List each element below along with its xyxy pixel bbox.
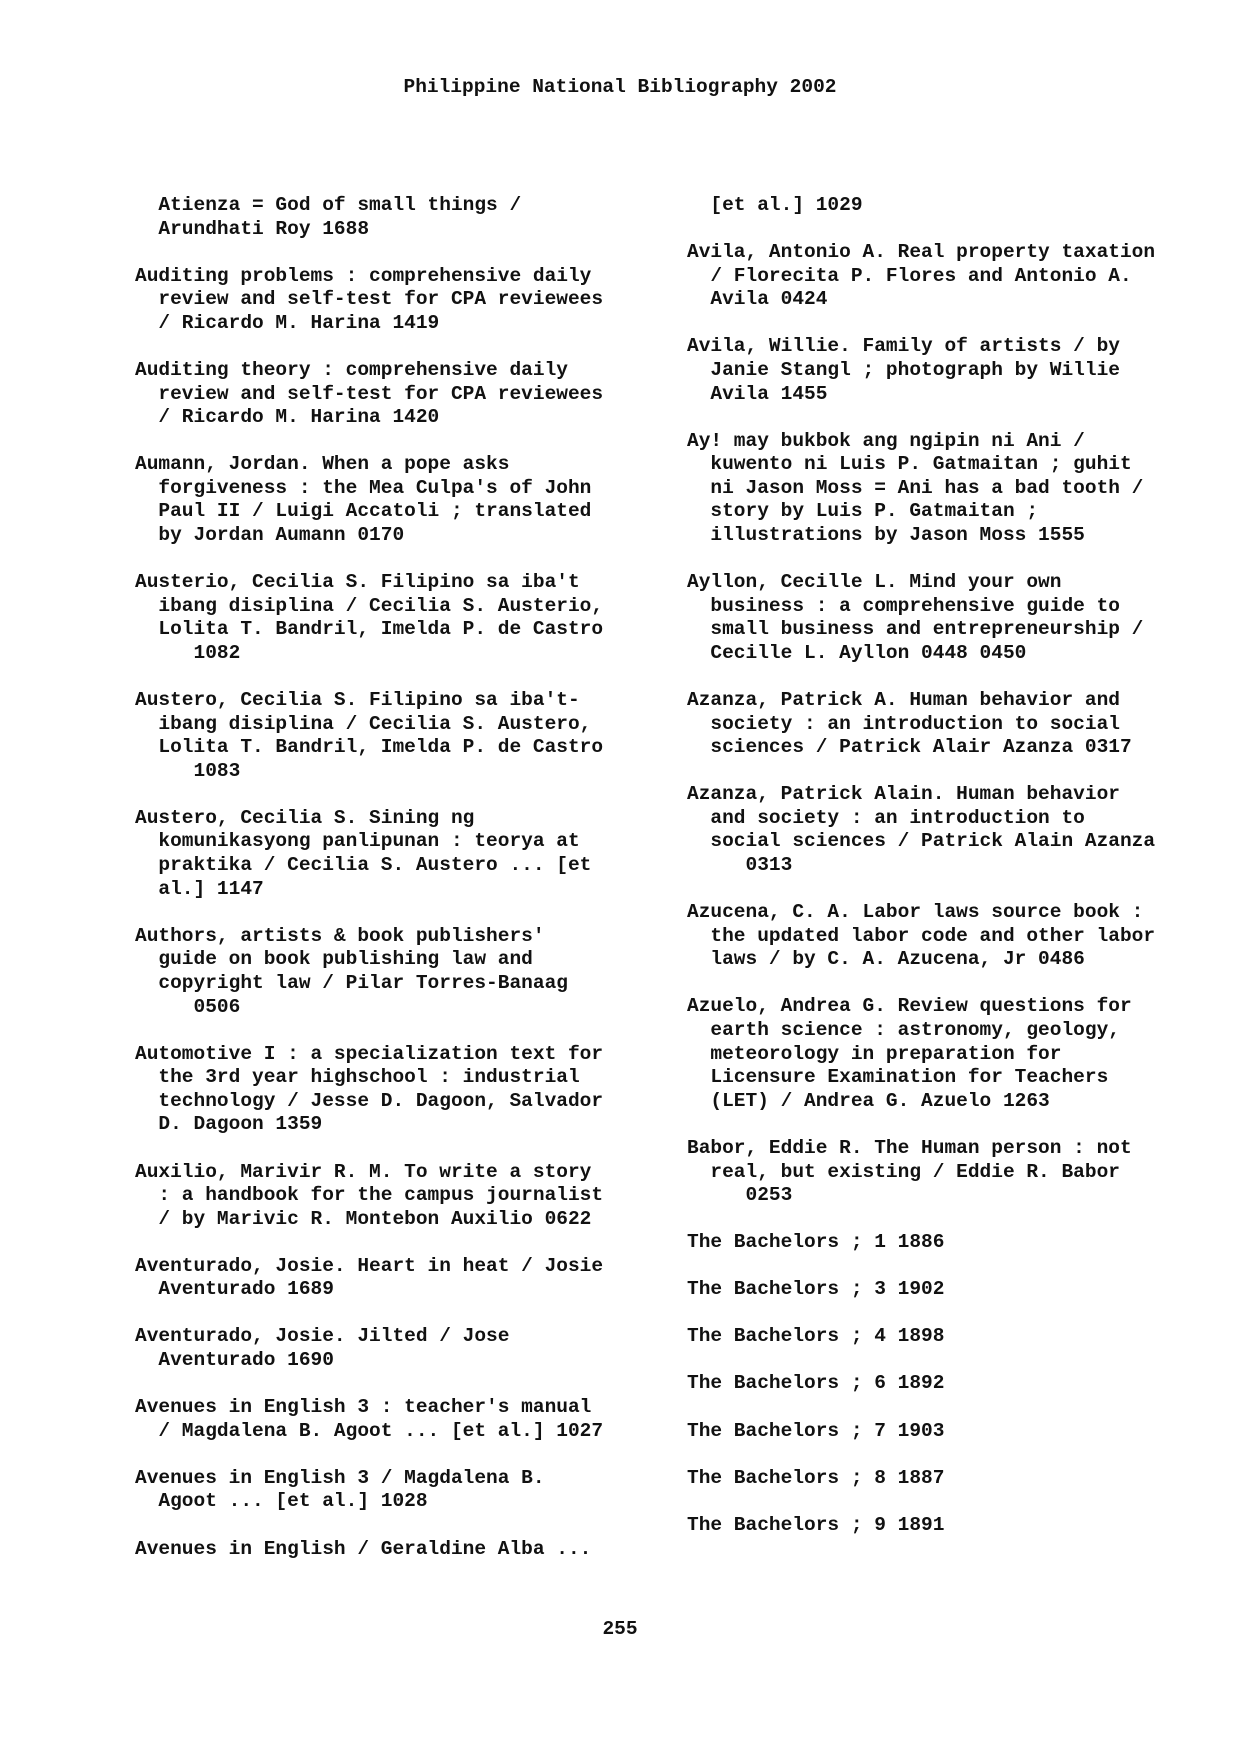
entry-line: review and self-test for CPA reviewees <box>135 288 604 311</box>
entry-line: / Florecita P. Flores and Antonio A. <box>687 264 1132 287</box>
bibliography-column-right <box>687 194 1207 1561</box>
entry-line: Auditing problems : comprehensive daily <box>135 264 592 287</box>
entry-line: illustrations by Jason Moss 1555 <box>687 524 1085 547</box>
bibliography-entry <box>135 1538 645 1562</box>
bibliography-entry <box>135 807 645 901</box>
entry-line: meteorology in preparation for <box>687 1042 1062 1065</box>
entry-line: forgiveness : the Mea Culpa's of John <box>135 476 592 499</box>
entry-line: technology / Jesse D. Dagoon, Salvador <box>135 1089 604 1112</box>
entry-line: society : an introduction to social <box>687 712 1120 735</box>
bibliography-entry <box>135 265 645 336</box>
bibliography-entry <box>687 783 1207 877</box>
entry-line: Aventurado 1690 <box>135 1349 334 1372</box>
entry-line: Aventurado 1689 <box>135 1278 334 1301</box>
bibliography-entry <box>687 1231 1207 1255</box>
entry-line: komunikasyong panlipunan : teorya at <box>135 830 580 853</box>
bibliography-entry <box>687 1372 1207 1396</box>
entry-line: Paul II / Luigi Accatoli ; translated <box>135 500 592 523</box>
bibliography-entry <box>135 1467 645 1514</box>
entry-line: review and self-test for CPA reviewees <box>135 382 604 405</box>
bibliography-entry <box>687 1467 1207 1491</box>
bibliography-entry <box>135 1043 645 1137</box>
entry-line: the updated labor code and other labor <box>687 924 1156 947</box>
bibliography-entry <box>687 1325 1207 1349</box>
entry-line: Automotive I : a specialization text for <box>135 1042 604 1065</box>
entry-line: Azanza, Patrick Alain. Human behavior <box>687 783 1120 806</box>
entry-line: Atienza = God of small things / <box>135 194 522 216</box>
entry-line: earth science : astronomy, geology, <box>687 1019 1120 1042</box>
entry-line: The Bachelors ; 3 1902 <box>687 1278 945 1301</box>
entry-line: guide on book publishing law and <box>135 948 533 971</box>
page-title: Philippine National Bibliography 2002 <box>403 76 837 98</box>
entry-line: Avila, Willie. Family of artists / by <box>687 335 1120 358</box>
entry-line: sciences / Patrick Alair Azanza 0317 <box>687 736 1132 759</box>
entry-line: The Bachelors ; 8 1887 <box>687 1466 945 1489</box>
entry-line: Austerio, Cecilia S. Filipino sa iba't <box>135 571 580 594</box>
entry-line: Azuelo, Andrea G. Review questions for <box>687 995 1132 1018</box>
entry-line: Aumann, Jordan. When a pope asks <box>135 453 510 476</box>
entry-line: Austero, Cecilia S. Sining ng <box>135 806 475 829</box>
entry-line: Lolita T. Bandril, Imelda P. de Castro <box>135 736 604 759</box>
bibliography-entry <box>687 689 1207 760</box>
bibliography-entry <box>135 1255 645 1302</box>
entry-line: (LET) / Andrea G. Azuelo 1263 <box>687 1089 1050 1112</box>
entry-line: Auditing theory : comprehensive daily <box>135 358 568 381</box>
entry-line: Licensure Examination for Teachers <box>687 1066 1109 1089</box>
entry-line: The Bachelors ; 6 1892 <box>687 1372 945 1395</box>
bibliography-entry <box>135 194 645 241</box>
entry-line: social sciences / Patrick Alain Azanza <box>687 830 1156 853</box>
entry-line: D. Dagoon 1359 <box>135 1113 323 1136</box>
entry-line: 0506 <box>135 995 241 1018</box>
entry-line: laws / by C. A. Azucena, Jr 0486 <box>687 948 1085 971</box>
entry-line: Agoot ... [et al.] 1028 <box>135 1490 428 1513</box>
entry-line: Azucena, C. A. Labor laws source book : <box>687 901 1144 924</box>
bibliography-entry <box>687 1278 1207 1302</box>
entry-line: Arundhati Roy 1688 <box>135 217 370 240</box>
entry-line: Ayllon, Cecille L. Mind your own <box>687 571 1062 594</box>
entry-line: Avenues in English / Geraldine Alba ... <box>135 1537 592 1560</box>
bibliography-entry <box>135 1396 645 1443</box>
entry-line: story by Luis P. Gatmaitan ; <box>687 500 1039 523</box>
entry-line: Austero, Cecilia S. Filipino sa iba't- <box>135 689 580 711</box>
bibliography-entry <box>687 1137 1207 1208</box>
bibliography-entry <box>687 241 1207 312</box>
bibliography-entry <box>135 689 645 783</box>
entry-line: ni Jason Moss = Ani has a bad tooth / <box>687 476 1144 499</box>
bibliography-entry <box>687 335 1207 406</box>
entry-line: Avenues in English 3 / Magdalena B. <box>135 1466 545 1489</box>
entry-line: Avenues in English 3 : teacher's manual <box>135 1396 592 1419</box>
entry-line: ibang disiplina / Cecilia S. Austero, <box>135 712 592 735</box>
entry-line: 0313 <box>687 854 793 877</box>
bibliography-entry <box>687 995 1207 1113</box>
entry-line: Cecille L. Ayllon 0448 0450 <box>687 641 1027 664</box>
bibliography-entry <box>135 571 645 665</box>
bibliography-entry <box>687 1420 1207 1444</box>
entry-line: the 3rd year highschool : industrial <box>135 1066 580 1089</box>
entry-line: The Bachelors ; 4 1898 <box>687 1325 945 1348</box>
bibliography-entry <box>135 453 645 547</box>
entry-line: The Bachelors ; 9 1891 <box>687 1513 945 1536</box>
entry-line: by Jordan Aumann 0170 <box>135 524 405 547</box>
bibliography-entry <box>135 1325 645 1372</box>
bibliography-entry <box>135 925 645 1019</box>
entry-line: / Ricardo M. Harina 1420 <box>135 406 440 429</box>
entry-line: Babor, Eddie R. The Human person : not <box>687 1136 1132 1159</box>
entry-line: [et al.] 1029 <box>687 194 863 216</box>
bibliography-entry <box>135 359 645 430</box>
entry-line: real, but existing / Eddie R. Babor <box>687 1160 1120 1183</box>
entry-line: 1083 <box>135 759 241 782</box>
page-number: 255 <box>602 1618 638 1640</box>
entry-line: The Bachelors ; 1 1886 <box>687 1231 945 1254</box>
bibliography-entry <box>687 430 1207 548</box>
entry-line: Azanza, Patrick A. Human behavior and <box>687 689 1120 711</box>
entry-line: Ay! may bukbok ang ngipin ni Ani / <box>687 429 1085 452</box>
bibliography-entry <box>687 194 1207 218</box>
entry-line: al.] 1147 <box>135 877 264 900</box>
bibliography-entry <box>687 1514 1207 1538</box>
bibliography-column-left <box>135 194 645 1585</box>
entry-line: kuwento ni Luis P. Gatmaitan ; guhit <box>687 453 1132 476</box>
entry-line: 0253 <box>687 1184 793 1207</box>
bibliography-entry <box>687 571 1207 665</box>
entry-line: Avila 1455 <box>687 382 828 405</box>
bibliography-entry <box>135 1161 645 1232</box>
entry-line: and society : an introduction to <box>687 806 1085 829</box>
entry-line: business : a comprehensive guide to <box>687 594 1120 617</box>
entry-line: Avila 0424 <box>687 288 828 311</box>
entry-line: Aventurado, Josie. Jilted / Jose <box>135 1325 510 1348</box>
entry-line: Auxilio, Marivir R. M. To write a story <box>135 1160 592 1183</box>
entry-line: : a handbook for the campus journalist <box>135 1184 604 1207</box>
entry-line: Avila, Antonio A. Real property taxation <box>687 241 1156 264</box>
entry-line: copyright law / Pilar Torres-Banaag <box>135 971 568 994</box>
entry-line: / Ricardo M. Harina 1419 <box>135 311 440 334</box>
entry-line: / by Marivic R. Montebon Auxilio 0622 <box>135 1207 592 1230</box>
entry-line: praktika / Cecilia S. Austero ... [et <box>135 854 592 877</box>
entry-line: ibang disiplina / Cecilia S. Austerio, <box>135 594 604 617</box>
entry-line: Authors, artists & book publishers' <box>135 924 545 947</box>
entry-line: small business and entrepreneurship / <box>687 618 1144 641</box>
entry-line: / Magdalena B. Agoot ... [et al.] 1027 <box>135 1419 604 1442</box>
entry-line: 1082 <box>135 641 241 664</box>
entry-line: Aventurado, Josie. Heart in heat / Josie <box>135 1254 604 1277</box>
bibliography-entry <box>687 901 1207 972</box>
entry-line: The Bachelors ; 7 1903 <box>687 1419 945 1442</box>
entry-line: Janie Stangl ; photograph by Willie <box>687 358 1120 381</box>
entry-line: Lolita T. Bandril, Imelda P. de Castro <box>135 618 604 641</box>
